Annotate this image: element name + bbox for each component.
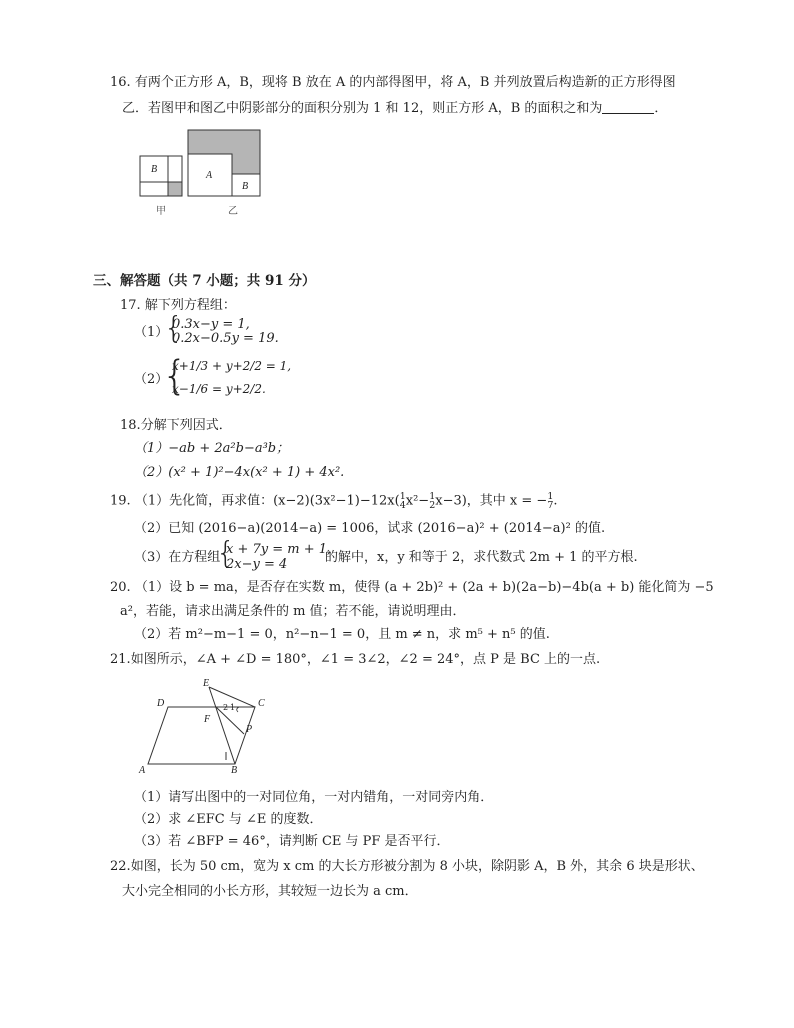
q17-p1-num: （1） <box>134 325 169 340</box>
label-B: B <box>231 765 238 776</box>
frac-den: 2 <box>429 500 436 511</box>
figure-jia <box>140 156 182 217</box>
q19-p1c: x−3)，其中 x = − <box>435 493 548 509</box>
frac-num: 1 <box>429 491 436 502</box>
q17-title: 解下列方程组： <box>144 298 236 313</box>
q21-title-line <box>110 652 600 668</box>
q16-line1: 有两个正方形 A，B，现将 B 放在 A 的内部得图甲，将 A，B 并列放置后构造新的正方形得图 <box>134 75 676 90</box>
brace: { <box>164 311 184 346</box>
q20-p1-line <box>110 580 714 596</box>
label-B-jia: B <box>151 164 158 175</box>
q19-p3b: 的解中，x，y 和等于 2，求代数式 2m + 1 的平方根. <box>325 550 638 565</box>
q16-text-line2 <box>122 101 667 117</box>
q16-line2: 乙．若图甲和图乙中阴影部分的面积分别为 1 和 12，则正方形 A，B 的面积之和为 <box>122 101 603 116</box>
q21-number: 21. <box>110 652 131 667</box>
q20-p1b: a²，若能，请求出满足条件的 m 值；若不能，请说明理由． <box>120 604 466 619</box>
label-B-yi: B <box>242 181 249 192</box>
shade-jia <box>168 182 182 196</box>
q19-number: 19. <box>110 493 131 509</box>
q19-p3-eq1: x + 7y = m + 1, <box>226 542 332 557</box>
label-F: F <box>204 714 211 725</box>
q17-p2-eq1: x+1/3 + y+2/2 = 1, <box>172 359 292 373</box>
section-title: 三、解答题（共 7 小题；共 91 分） <box>93 273 316 289</box>
q19-p3-eq2: 2x−y = 4 <box>226 557 288 572</box>
frac-num: 1 <box>547 491 554 502</box>
q20-p2: （2）若 m²−m−1 = 0，n²−n−1 = 0，且 m ≠ n，求 m⁵ + n⁵ 的值. <box>134 627 550 642</box>
q16-text-line1 <box>110 75 676 91</box>
label-jia: 甲 <box>156 206 166 217</box>
brace: { <box>162 353 188 399</box>
frac-num: 1 <box>399 491 406 502</box>
frac-den: 4 <box>399 500 406 511</box>
angle-1-label-top: 1 <box>230 703 236 712</box>
q19-p1d: . <box>553 493 558 509</box>
q16-number: 16. <box>110 75 131 90</box>
q17-p2-eq2: x−1/6 = y+2/2. <box>172 382 266 396</box>
q17-number: 17. <box>120 298 141 313</box>
answer-blank[interactable] <box>602 101 654 114</box>
q19-p3a: （3）在方程组 <box>134 550 221 565</box>
parallelogram-ABCD <box>148 707 255 764</box>
q18-p1: （1）−ab + 2a²b−a³b； <box>134 441 290 456</box>
q18-number: 18. <box>120 418 141 433</box>
q22-number: 22. <box>110 859 131 874</box>
q21-p1: （1）请写出图中的一对同位角，一对内错角，一对同旁内角． <box>134 790 494 805</box>
q16-end: ． <box>654 101 668 116</box>
q18-title-line <box>120 418 232 434</box>
q19-p2: （2）已知 (2016−a)(2014−a) = 1006，试求 (2016−a)² + (2014−a)² 的值. <box>134 521 606 536</box>
label-yi: 乙 <box>228 206 238 217</box>
label-C: C <box>258 698 265 709</box>
label-P: P <box>246 724 253 735</box>
line-EB <box>209 687 235 764</box>
label-E: E <box>203 678 210 689</box>
label-D: D <box>157 698 165 709</box>
q20-number: 20. <box>110 580 131 595</box>
q17-p1-eq1: 0.3x−y = 1, <box>172 317 250 332</box>
q19-p1b: x²− <box>405 493 430 509</box>
label-A: A <box>139 765 146 776</box>
q19-p1-line <box>110 492 558 510</box>
frac-den: 7 <box>547 500 554 511</box>
q21-p2: （2）求 ∠EFC 与 ∠E 的度数． <box>134 812 323 827</box>
q18-title: 分解下列因式． <box>140 418 232 433</box>
q21-title: 如图所示，∠A + ∠D = 180°，∠1 = 3∠2，∠2 = 24°，点 P 是 BC 上的一点. <box>130 652 601 667</box>
q22-line2: 大小完全相同的小长方形，其较短一边长为 a cm． <box>122 884 418 899</box>
label-A-yi: A <box>206 170 213 181</box>
figure-yi <box>188 130 260 217</box>
q20-p1a: （1）设 b = ma，是否存在实数 m，使得 (a + 2b)² + (2a + b)(2a−b)−4b(a + b) 能化简为 −5 <box>134 580 714 595</box>
q16-figure <box>130 126 280 222</box>
q21-p3: （3）若 ∠BFP = 46°，请判断 CE 与 PF 是否平行． <box>134 834 450 849</box>
q21-figure <box>135 676 275 776</box>
q18-p2: （2）(x² + 1)²−4x(x² + 1) + 4x². <box>134 465 345 480</box>
q22-line1-wrap <box>110 859 704 875</box>
brace: { <box>216 536 236 571</box>
q17-p2-num: （2） <box>134 372 169 387</box>
q22-line1: 如图，长为 50 cm，宽为 x cm 的大长方形被分割为 8 小块，除阴影 A，B 外，其余 6 块是形状、 <box>130 859 704 874</box>
q17-p1-eq2: 0.2x−0.5y = 19. <box>172 331 279 346</box>
angle-2-label: 2 <box>223 703 229 712</box>
q19-p1a: （1）先化简，再求值：(x−2)(3x²−1)−12x( <box>134 493 400 509</box>
